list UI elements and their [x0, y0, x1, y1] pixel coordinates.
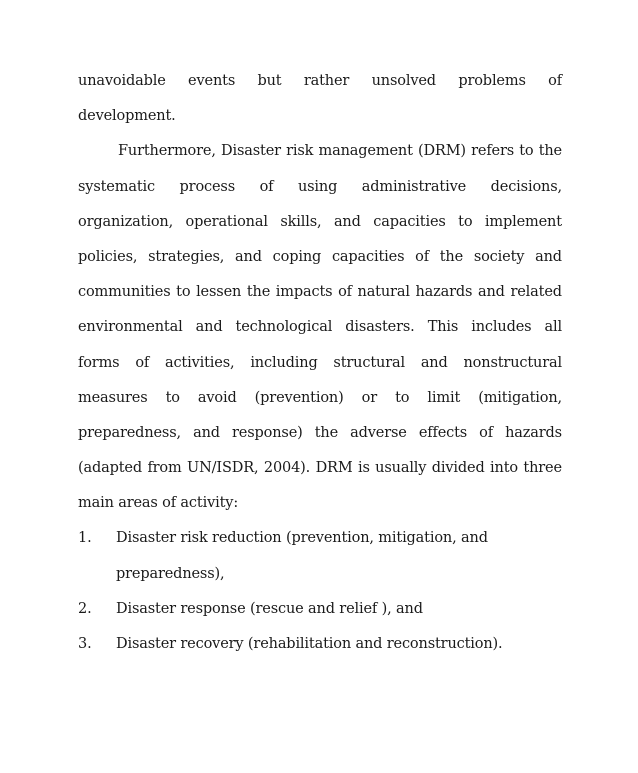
word: disasters.: [345, 319, 415, 336]
text-line: [78, 310, 562, 345]
text-line: [78, 170, 562, 205]
text-line: [78, 205, 562, 240]
word: related: [510, 284, 562, 301]
word: divided: [431, 460, 485, 477]
word: response): [232, 424, 303, 441]
word: skills,: [280, 213, 322, 230]
word: and: [193, 424, 220, 441]
word: to: [165, 389, 180, 406]
word: the: [538, 143, 562, 160]
word: Furthermore,: [118, 143, 216, 160]
word: communities: [78, 284, 171, 301]
word: nonstructural: [463, 354, 562, 371]
word: and: [333, 213, 361, 230]
word: including: [250, 354, 318, 371]
word: usually: [375, 460, 427, 477]
word: UN/ISDR,: [187, 460, 259, 477]
word: (DRM): [417, 143, 466, 160]
text-line: development.: [78, 108, 176, 125]
drm-activity-list: [78, 521, 562, 662]
word: (prevention): [254, 389, 344, 406]
word: of: [548, 73, 562, 89]
word: lessen: [196, 284, 242, 301]
word: management: [318, 143, 413, 160]
word: events: [188, 73, 236, 89]
text-line: [78, 240, 562, 275]
word: into: [490, 460, 518, 477]
word: unavoidable: [78, 73, 166, 89]
word: operational: [185, 213, 268, 230]
word: refers: [471, 143, 515, 160]
word: organization,: [78, 213, 174, 230]
word: administrative: [361, 178, 467, 195]
word: natural: [357, 284, 410, 301]
word: and: [420, 354, 448, 371]
word: and: [477, 284, 505, 301]
word: capacities: [331, 248, 405, 265]
word: all: [544, 319, 562, 336]
text-line: [78, 381, 562, 416]
word: from: [147, 460, 182, 477]
word: strategies,: [148, 248, 225, 265]
word: of: [338, 284, 352, 301]
word: adverse: [350, 424, 407, 441]
list-item: [78, 521, 562, 556]
word: limit: [427, 389, 461, 406]
text-line: [78, 275, 562, 310]
word: 2004).: [263, 460, 311, 477]
word: three: [523, 460, 562, 477]
word: structural: [333, 354, 405, 371]
word: avoid: [197, 389, 237, 406]
word: to: [519, 143, 534, 160]
list-text: Disaster recovery (rehabilitation and reconstruction).: [116, 636, 503, 652]
list-text-continuation: preparedness),: [116, 565, 225, 582]
word: systematic: [78, 178, 155, 195]
list-item: [78, 592, 562, 627]
list-text: Disaster risk reduction (prevention, mitigation, and: [116, 530, 488, 547]
word: of: [259, 178, 274, 195]
word: and: [535, 248, 562, 265]
word: the: [439, 248, 464, 265]
list-number: 2.: [78, 600, 92, 617]
word: capacities: [373, 213, 446, 230]
text-line: [78, 416, 562, 451]
word: to: [458, 213, 473, 230]
word: society: [473, 248, 525, 265]
word: risk: [286, 143, 314, 160]
word: effects: [418, 424, 468, 441]
word: to: [395, 389, 410, 406]
word: measures: [78, 389, 148, 406]
word: activities,: [164, 354, 235, 371]
word: forms: [78, 354, 120, 371]
word: or: [361, 389, 378, 406]
text-line: [78, 134, 562, 169]
word: to: [176, 284, 191, 301]
text-line: [78, 346, 562, 381]
intro-paragraph: [78, 64, 562, 134]
word: process: [179, 178, 236, 195]
word: hazards: [415, 284, 473, 301]
word: implement: [484, 213, 562, 230]
list-item: [78, 627, 562, 662]
word: is: [357, 460, 370, 477]
word: the: [314, 424, 339, 441]
word: environmental: [78, 319, 183, 336]
word: preparedness,: [78, 424, 181, 441]
word: of: [415, 248, 429, 265]
drm-definition-paragraph: [78, 134, 562, 521]
text-line: [78, 451, 562, 486]
word: includes: [471, 319, 532, 336]
word: of: [135, 354, 150, 371]
word: but: [257, 73, 282, 89]
word: rather: [303, 73, 350, 89]
word: and: [195, 319, 223, 336]
word: (mitigation,: [478, 389, 562, 406]
word: and: [235, 248, 262, 265]
word: coping: [272, 248, 322, 265]
text-line: main areas of activity:: [78, 495, 239, 512]
word: hazards: [505, 424, 562, 441]
word: (adapted: [78, 460, 143, 477]
word: policies,: [78, 248, 138, 265]
word: of: [479, 424, 493, 441]
word: DRM: [315, 460, 353, 477]
text-line: [78, 64, 562, 99]
word: using: [297, 178, 338, 195]
list-number: 1.: [78, 530, 92, 547]
word: the: [246, 284, 271, 301]
word: impacts: [275, 284, 333, 301]
word: This: [427, 319, 459, 336]
word: problems: [458, 73, 526, 89]
list-number: 3.: [78, 636, 92, 652]
word: unsolved: [371, 73, 436, 89]
word: Disaster: [221, 143, 281, 160]
document-page: [78, 64, 562, 662]
list-text: Disaster response (rescue and relief ), and: [116, 600, 423, 617]
word: technological: [235, 319, 333, 336]
word: decisions,: [490, 178, 562, 195]
